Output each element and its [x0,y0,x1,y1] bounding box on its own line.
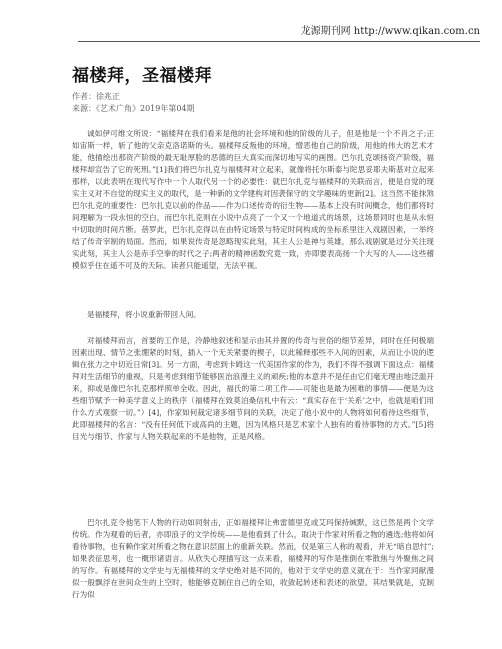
article-paragraph: 对福楼拜而言，首要的工作是，冷静地叙述和显示由其并置的传奇与世俗的细节差异，同时在任何极端因素出现、情节之张绷紧的时刻，插入一个无关紧要的楔子，以此稀释那些不入间的因素，从而让小说的逻辑在张力之中切近日常[3]。另一方面，考虑到卡姆这一代美国作家的作为，我们不得不强调下面这点：福楼拜对生活细节的重视，只是考虑到细节能够医治浪漫主义的顽疾;他的本意并不是任由它们毫无理由地泛滥开来，抑或是像巴尔扎克那样照单全收。因此，福氏的第二项工作——可能也是最为困难的事情——便是为这些细节赋予一种美学意义上的秩序（福楼拜在致莫泊桑信札中有云：“真实存在于‘关系’之中，也就是咱们用什么方式观察一切。”）[4]，作家如何裁定诸多细节间的关联，决定了他小说中的人物将如何看待这些细节，此即福楼拜的名言：“没有任何低下或高尚的主题，因为风格只是艺术家个人独有的看待事物的方式。”[5]将目光与细节、作家与人物关联起来的不是他物，正是风格。 [72,336,434,441]
article-source: 来源：《艺术广角》2019年第04期 [72,104,195,113]
article-author: 作者：徐兆正 [72,92,120,101]
site-header: 龙源期刊网 http://www.qikan.com.cn [300,26,480,37]
header-divider [78,41,480,42]
article-title: 福楼拜，圣福楼拜 [72,66,212,86]
article-paragraph: 巴尔扎克令他笔下人物的行动如同射击，正如福楼拜让弗雷德里克或艾玛保持缄默，这已然是两个文学传统。作为观看的后者，亦即浪子的文学传统——是他看到了什么，取决于作家对所看之物的遴选;他将如何看待事物，也有赖作家对所看之物在意识层面上的重新关联。然而，仅是第三人称的观看，并无“暗自思忖”;如果表征思考，也一概形诸语言。从欣失心理描写这一点来看，福楼拜的写作是推倒在零散焦与外聚焦之间的写作。有福楼拜的文学史与无福楼拜的文学史绝对是不同的，他对于文学史的意义就在于：当作家同献漫似一般飘浮在世间众生的上空时，他能够克制住自己的全知，收敛起转述和表述的欲望。其结果就是，克制行为似 [72,518,434,599]
article-paragraph: 是福楼拜，将小说重新带回人间。 [87,310,201,319]
article-paragraph: 诚如伊可维文所说：“福楼拜在我们看来是他的社会环境和他的阶级的儿子，但是他是一个不肖之子;正如宙斯一样，斩了他的父亲克洛诺斯的头。福楼拜反叛他的环境，憎恶他自己的阶级，用他的伟大的艺术才能，他描绘出那资产阶级的最无耻厚脸的恶德的巨大真实而深切地写实的画图。巴尔扎克颂扬资产阶级，福楼拜却宣告了它的死刑。”[1]我们将巴尔扎克与福楼拜对立起来，就像将托尔斯泰与陀思妥耶夫斯基对立起来那样，以此表明在现代写作中一个人取代另一个的必要性：就巴尔扎克与福楼拜的关联而言，便是自觉的现实主义对不自觉的现实主义的取代，是一种新的文学建构对因袭保守的文学趣味的更新[2]。这当然不能抹煞巴尔扎克的重要性：巴尔扎克以前的作品——作为口述传奇的衍生物——基本上没有时间概念，他们都将时间理解为一段永恒的空白，而巴尔扎克则在小说中点亮了一个又一个地道式的场景，这场景同时也是从永恒中切取的时间片断。蓓罗此，巴尔扎克得以在由特定场景与特定时间构成的坐标系里注入戏剧因素，一举终结了传奇宰制的局面。然而，如果说传奇是忽略现实此刻，其主人公是神与英雄，那么戏剧就是过分关注现实此刻，其主人公是赤手空拳的时代之子;两者的精神函数究竟一致，亦即要表高扬一个大写的人——这些稽模似乎住在遥不可及的天际。读者只能遥望，无法平视。 [72,129,434,270]
